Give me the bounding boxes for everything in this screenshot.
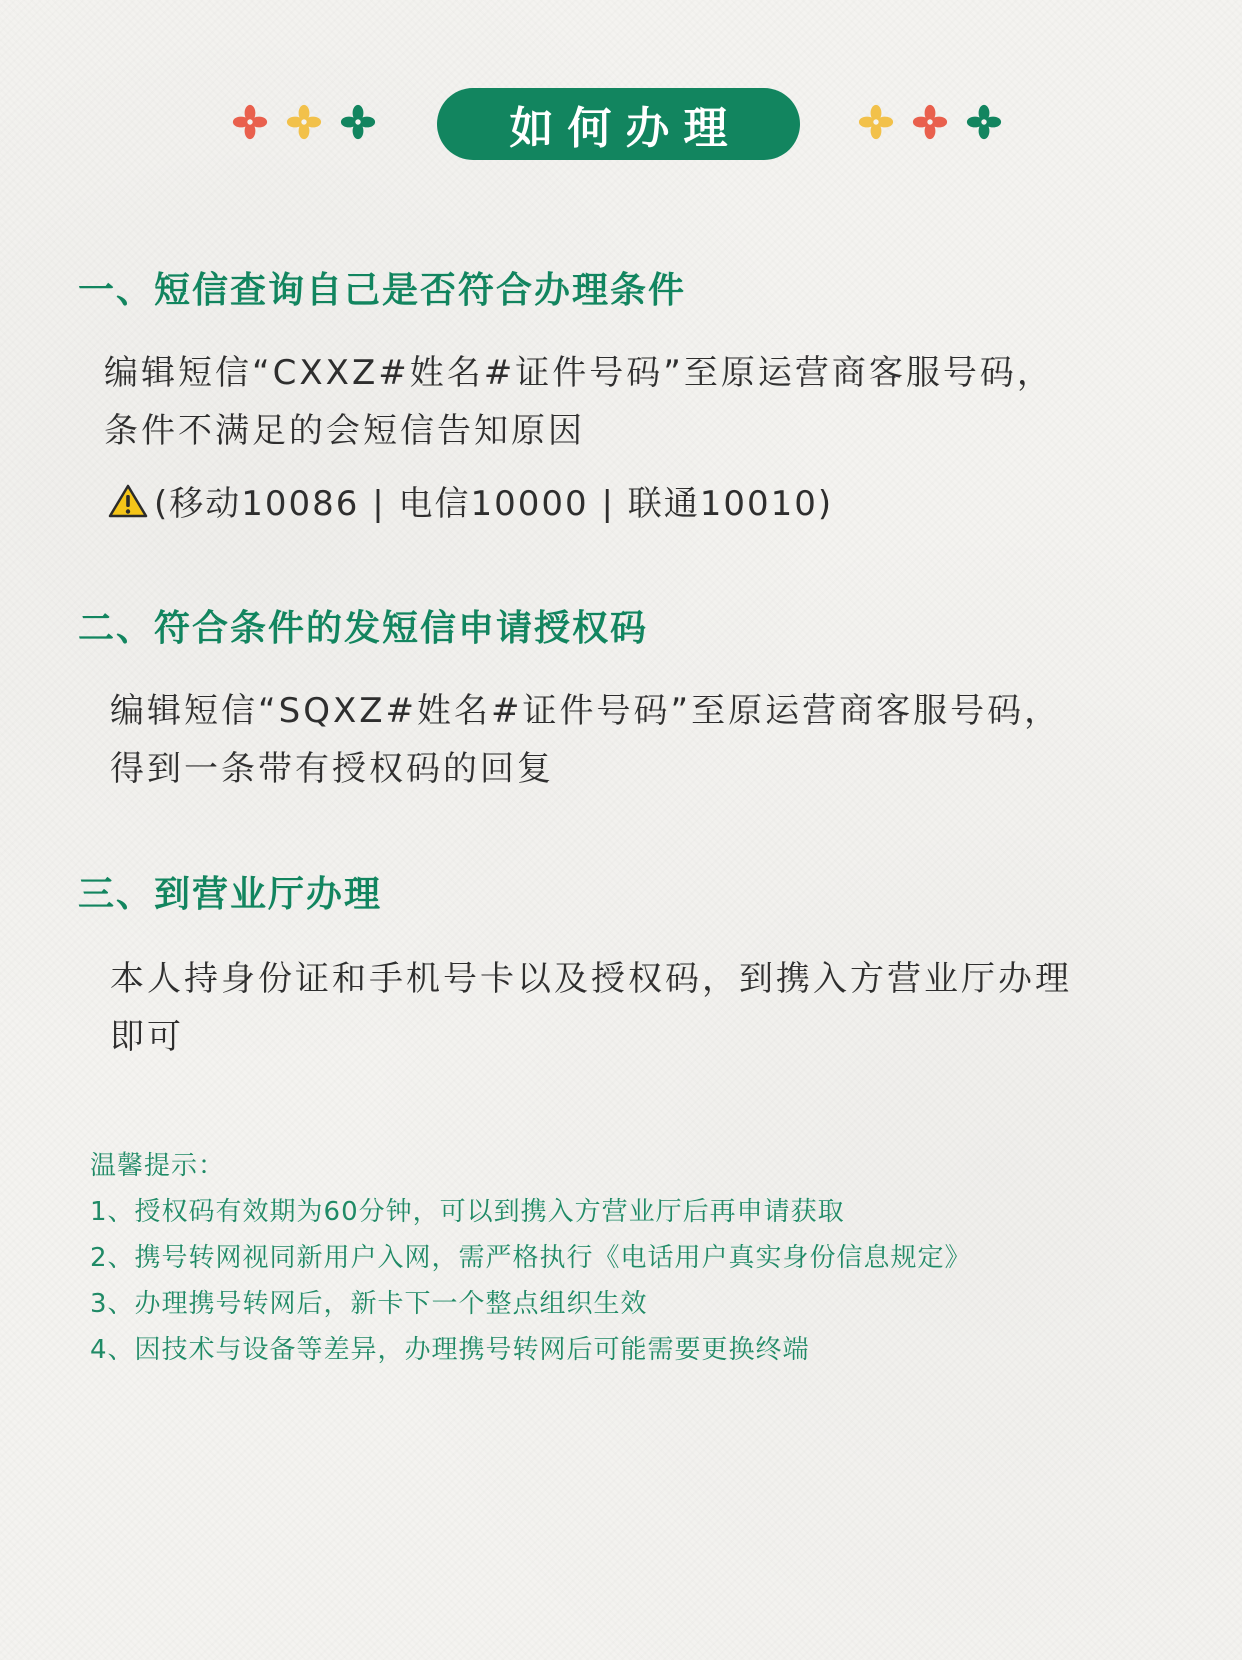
flower-icon [340,104,376,140]
section-2-line-1: 编辑短信“SQXZ#姓名#证件号码”至原运营商客服号码， [110,691,1062,731]
section-heading-2: 二、符合条件的发短信申请授权码 [78,608,649,649]
warning-icon [108,483,148,519]
section-1-line-1: 编辑短信“CXXZ#姓名#证件号码”至原运营商客服号码， [104,353,1054,393]
carrier-numbers-note [108,476,833,525]
section-3-line-1: 本人持身份证和手机号卡以及授权码，到携入方营业厅办理 [110,959,1072,999]
tip-item-2: 2、携号转网视同新用户入网，需严格执行《电话用户真实身份信息规定》 [90,1243,972,1273]
decor-flowers-right [858,104,1002,140]
page-title: 如何办理 [437,88,800,160]
carrier-numbers-text: (移动10086 | 电信10000 | 联通10010) [154,484,834,524]
section-heading-3: 三、到营业厅办理 [78,874,383,915]
tips-block [90,1143,972,1373]
tip-item-3: 3、办理携号转网后，新卡下一个整点组织生效 [90,1289,648,1319]
tip-item-1: 1、授权码有效期为60分钟，可以到携入方营业厅后再申请获取 [90,1197,845,1227]
flower-icon [966,104,1002,140]
section-3-line-2: 即可 [110,1017,184,1057]
flower-icon [286,104,322,140]
tips-title: 温馨提示： [90,1151,226,1181]
tip-item-4: 4、因技术与设备等差异，办理携号转网后可能需要更换终端 [90,1335,810,1365]
section-2-line-2: 得到一条带有授权码的回复 [110,749,554,789]
flower-icon [858,104,894,140]
flower-icon [912,104,948,140]
flower-icon [232,104,268,140]
decor-flowers-left [232,104,376,140]
section-1-line-2: 条件不满足的会短信告知原因 [104,411,585,451]
section-heading-1: 一、短信查询自己是否符合办理条件 [78,270,687,311]
